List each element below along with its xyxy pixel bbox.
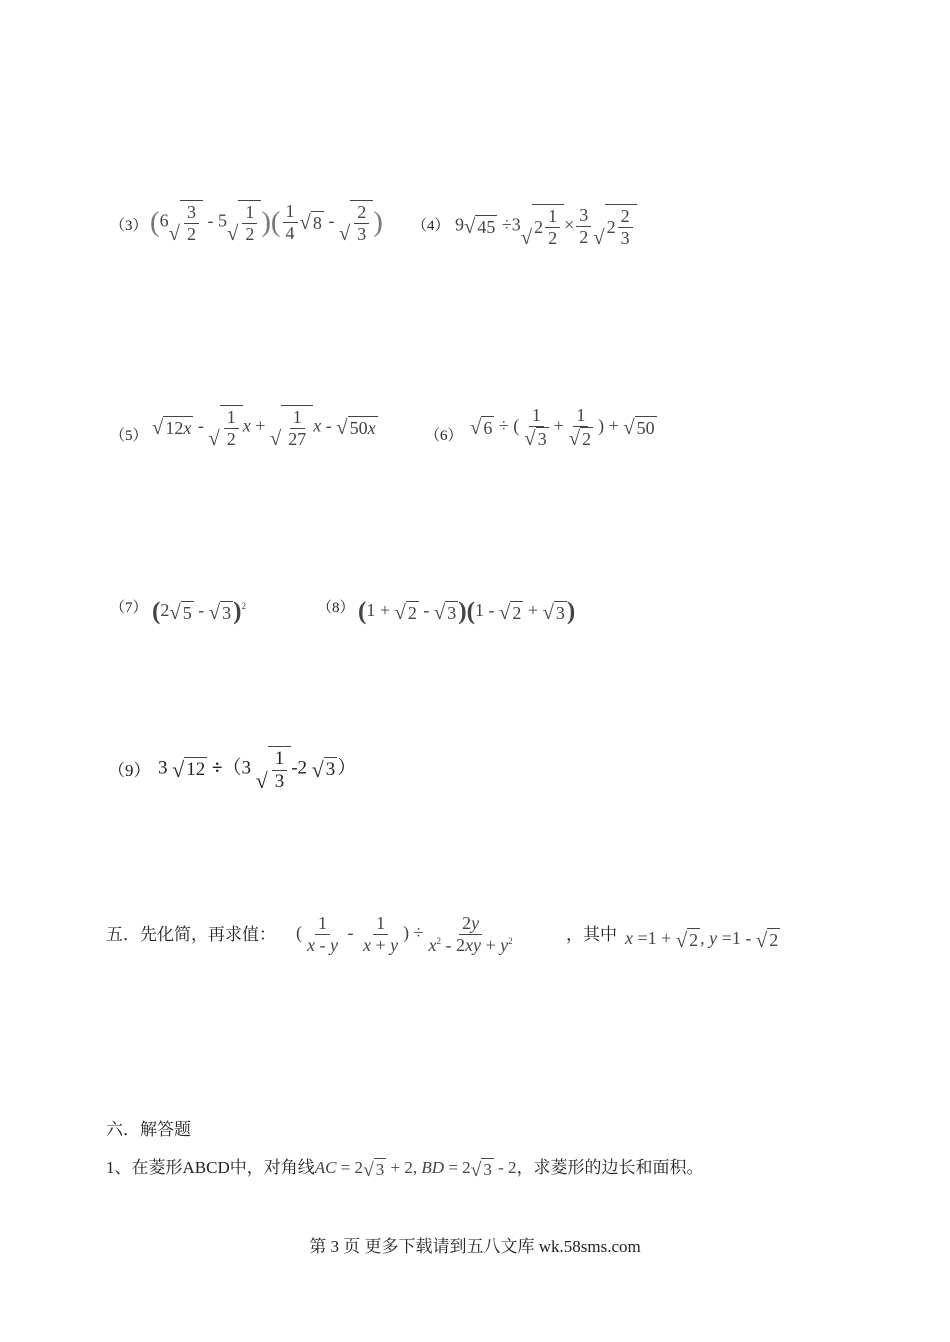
section-6-heading: 六．解答题 xyxy=(106,1120,191,1139)
problem-3-label: （3） xyxy=(110,218,148,234)
problem-9-expression: 3 √ 12 ÷（3 √ $\frac{1}{3}$ -2 √ 3 ） xyxy=(158,748,357,793)
question-1-diagonals: AC xyxy=(314,1158,337,1177)
section-5-where: ，其中 xyxy=(566,925,617,944)
problem-7-label: （7） xyxy=(110,600,148,616)
section-5-heading: 五．先化简，再求值： xyxy=(106,925,276,944)
problem-4-expression: 9 √ 45 ÷3 √ 2 $\frac{1}{2}$ × $\frac{3}{2}$ √ 2 $\frac{2}{3}$ xyxy=(455,204,637,248)
problem-5-label: （5） xyxy=(110,428,148,444)
problem-5-expression: √ 12 x - √ $\frac{1}{2}$ x + √ $\frac{1}{27}$ x - √ 50 x xyxy=(152,407,376,450)
problem-3-expression: (6 √ $\frac{3}{2}$ - 5 √ $\frac{1}{2}$ )( $\frac{1}{4}$ √ 8 - √ $\frac{2}{3}$ ) xyxy=(150,201,383,245)
problem-7-expression: (2 √ 5 - √ 3 )$^2$ xyxy=(152,598,246,625)
section-5-expression: ( $\frac{1}{x - y}$ - $\frac{1}{x + y}$ ) ÷ $\frac{2y}{x^2 - 2xy + y^2}$ xyxy=(296,913,513,955)
question-1-suffix: ，求菱形的边长和面积。 xyxy=(516,1158,704,1177)
problem-4-label: （4） xyxy=(412,218,450,234)
problem-6-expression: √ 6 ÷ ( 1 √ 3 + 1 √ 2 ) + √ 50 xyxy=(470,405,655,451)
problem-6-label: （6） xyxy=(425,428,463,444)
question-1-text: 1、在菱形ABCD中，对角线AC = 2 √ 3 + 2, BD = 2 √ 3 - 2，求菱形的边长和面积。 xyxy=(106,1158,704,1181)
problem-8-expression: (1 + √ 2 - √ 3 )(1 - √ 2 + √ 3 ) xyxy=(358,598,576,625)
question-1-prefix: 1、在菱形ABCD中，对角线 xyxy=(106,1158,315,1177)
problem-9-label: （9） xyxy=(108,761,151,780)
problem-8-label: （8） xyxy=(317,600,355,616)
page-footer: 第 3 页 更多下载请到五八文库 wk.58sms.com xyxy=(309,1237,641,1256)
section-5-values: x =1 + √ 2 , y =1 - √ 2 xyxy=(625,928,779,952)
